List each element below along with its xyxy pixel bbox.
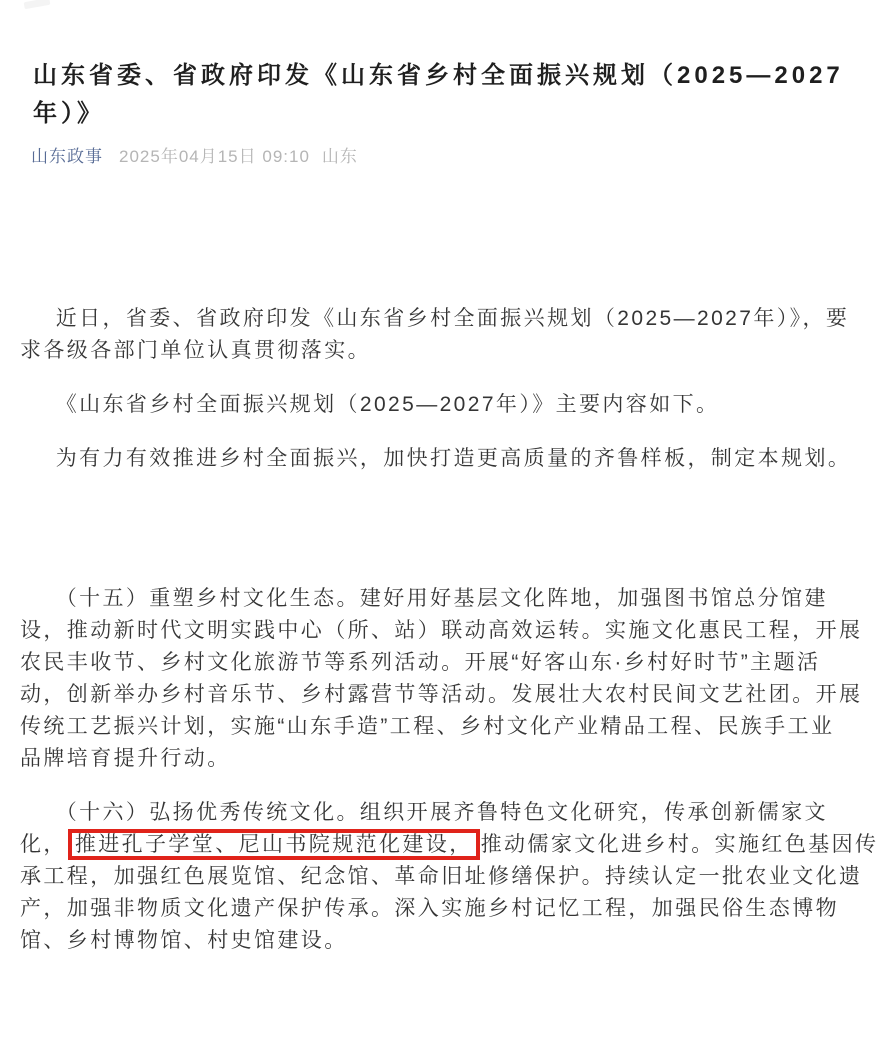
publish-date: 2025年04月15日 09:10 (119, 147, 310, 166)
text-segment: 化， (20, 833, 67, 856)
paragraph-main-content-intro (20, 389, 863, 421)
intro-section (20, 303, 863, 475)
text-line: 《山东省乡村全面振兴规划（2025—2027年）》主要内容如下。 (55, 393, 720, 416)
content-gap-top (0, 167, 883, 303)
publish-location: 山东 (321, 147, 358, 166)
text-line: 近日，省委、省政府印发《山东省乡村全面振兴规划（2025—2027年）》，要 (55, 307, 850, 330)
paragraph-purpose (20, 443, 863, 475)
text-line: 传统工艺振兴计划，实施“山东手造”工程、乡村文化产业精品工程、民族手工业 (20, 715, 835, 738)
paragraph-issue-notice (20, 303, 863, 367)
content-gap-middle (0, 497, 883, 583)
title-line: 山东省委、省政府印发《山东省乡村全面振兴规划（2025—2027 (33, 62, 844, 89)
text-line: 产，加强非物质文化遗产保护传承。深入实施乡村记忆工程，加强民俗生态博物 (20, 897, 839, 920)
text-segment: 推动儒家文化进乡村。实施红色基因传 (480, 833, 879, 856)
text-line: 求各级各部门单位认真贯彻落实。 (20, 339, 371, 362)
text-line: 农民丰收节、乡村文化旅游节等系列活动。开展“好客山东·乡村好时节”主题活 (20, 651, 821, 674)
article-title (33, 57, 857, 133)
paragraph-16-traditional-culture (20, 797, 879, 957)
text-line: 动，创新举办乡村音乐节、乡村露营节等活动。发展壮大农村民间文艺社团。开展 (20, 683, 863, 706)
text-line: 设，推动新时代文明实践中心（所、站）联动高效运转。实施文化惠民工程，开展 (20, 619, 863, 642)
paragraph-15-rural-culture (20, 583, 863, 775)
text-line: 品牌培育提升行动。 (20, 747, 231, 770)
text-line: 馆、乡村博物馆、村史馆建设。 (20, 929, 348, 952)
account-name-link[interactable]: 山东政事 (31, 147, 103, 166)
title-line: 年）》 (33, 100, 105, 127)
text-line: 为有力有效推进乡村全面振兴，加快打造更高质量的齐鲁样板，制定本规划。 (55, 447, 852, 470)
highlight-box: 推进孔子学堂、尼山书院规范化建设， (68, 829, 480, 860)
text-line (20, 829, 879, 861)
text-line: （十五）重塑乡村文化生态。建好用好基层文化阵地，加强图书馆总分馆建 (55, 587, 828, 610)
text-line: （十六）弘扬优秀传统文化。组织开展齐鲁特色文化研究，传承创新儒家文 (55, 801, 828, 824)
byline (31, 142, 863, 167)
text-line: 承工程，加强红色展览馆、纪念馆、革命旧址修缮保护。持续认定一批农业文化遗 (20, 865, 863, 888)
corner-artifact (24, 0, 51, 9)
body-section (20, 583, 879, 957)
